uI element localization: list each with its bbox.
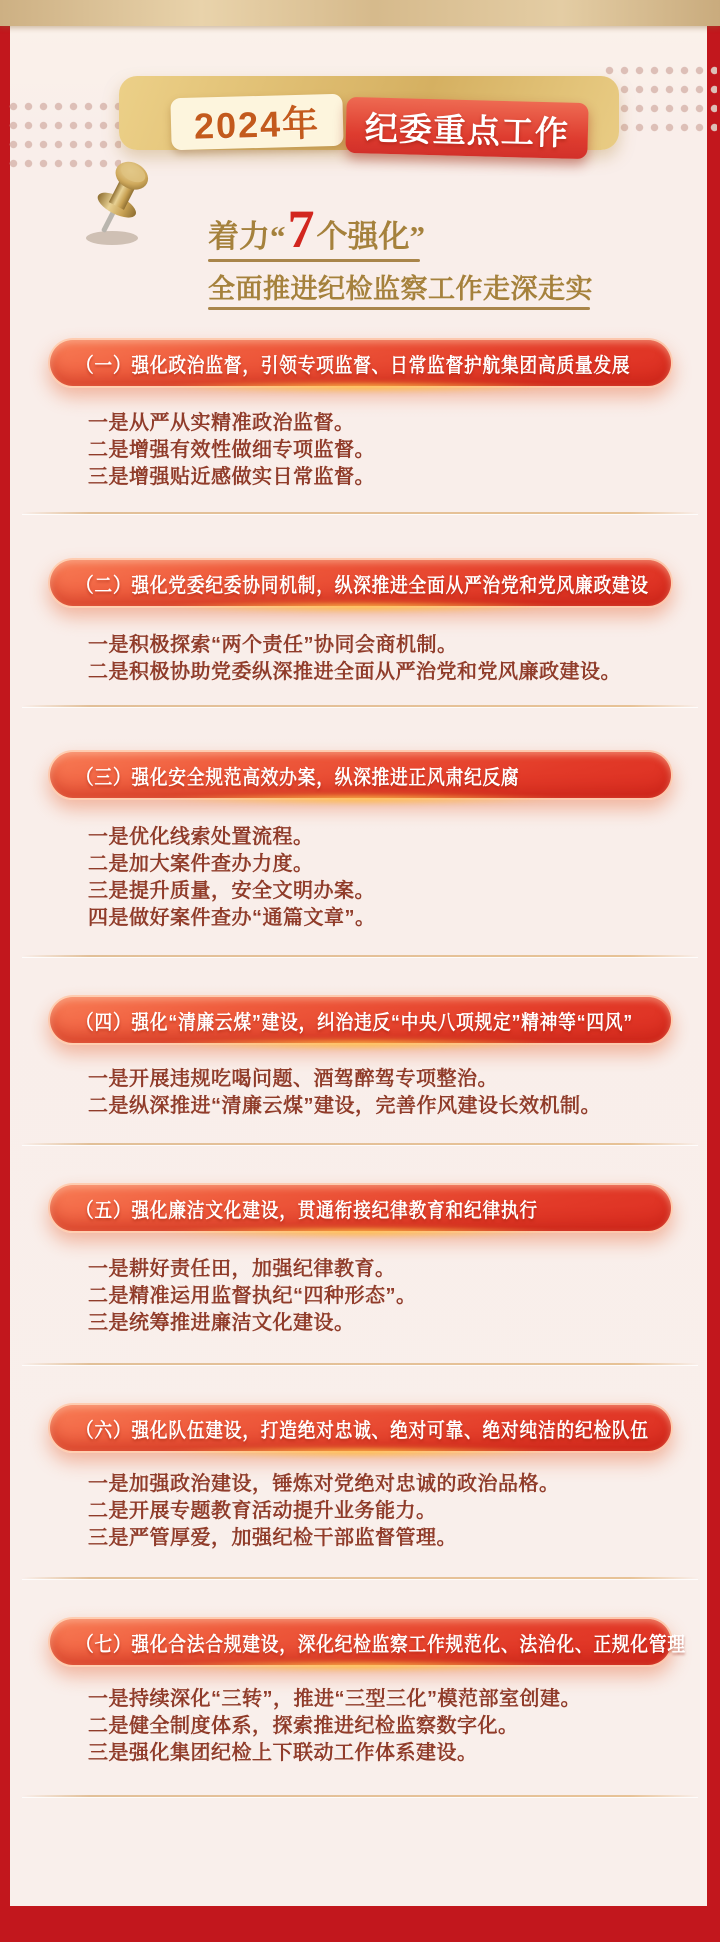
bullet-item: 一是耕好责任田，加强纪律教育。 <box>88 1258 396 1280</box>
section-banner <box>48 558 673 608</box>
section-title: （三）强化安全规范高效办案，纵深推进正风肃纪反腐 <box>76 766 520 789</box>
intro-line1-suffix: 个强化” <box>316 219 425 254</box>
bullet-list <box>88 1066 673 1120</box>
bullet-item: 二是健全制度体系，探索推进纪检监察数字化。 <box>88 1715 519 1737</box>
top-band <box>0 0 720 26</box>
bullet-item: 一是持续深化“三转”，推进“三型三化”模范部室创建。 <box>88 1688 581 1710</box>
year-badge-label: 2024年 <box>193 101 321 147</box>
section-title: （二）强化党委纪委协同机制，纵深推进全面从严治党和党风廉政建设 <box>76 574 649 597</box>
title-badge <box>345 97 588 159</box>
section-banner <box>48 995 673 1045</box>
section-title: （六）强化队伍建设，打造绝对忠诚、绝对可靠、绝对纯洁的纪检队伍 <box>76 1419 649 1442</box>
section-title: （五）强化廉洁文化建设，贯通衔接纪律教育和纪律执行 <box>76 1199 538 1222</box>
year-badge <box>170 94 343 150</box>
bullet-list <box>88 410 673 491</box>
section-divider <box>22 1363 698 1365</box>
section-banner <box>48 1617 686 1667</box>
bullet-item: 三是严管厚爱，加强纪检干部监督管理。 <box>88 1527 457 1549</box>
section-title: （七）强化合法合规建设，深化纪检监察工作规范化、法治化、正规化管理 <box>76 1633 686 1656</box>
section-title: （一）强化政治监督，引领专项监督、日常监督护航集团高质量发展 <box>76 354 631 377</box>
bullet-list <box>88 1471 673 1552</box>
intro-underline-2 <box>208 307 590 310</box>
section-divider <box>22 1143 698 1145</box>
bullet-item: 二是积极协助党委纵深推进全面从严治党和党风廉政建设。 <box>88 661 621 683</box>
bullet-item: 一是加强政治建设，锤炼对党绝对忠诚的政治品格。 <box>88 1473 560 1495</box>
intro-line-1 <box>208 200 425 260</box>
bullet-list <box>88 1686 673 1767</box>
intro-line1-prefix: 着力“ <box>208 219 286 254</box>
intro-number: 7 <box>287 199 315 259</box>
intro-line-2: 全面推进纪检监察工作走深走实 <box>208 274 593 304</box>
bullet-list <box>88 824 673 932</box>
section-divider <box>22 1795 698 1797</box>
section-banner <box>48 750 673 800</box>
bullet-item: 三是统筹推进廉洁文化建设。 <box>88 1312 355 1334</box>
section-banner <box>48 338 673 388</box>
bullet-item: 一是从严从实精准政治监督。 <box>88 412 355 434</box>
section-divider <box>22 512 698 514</box>
bullet-item: 一是开展违规吃喝问题、酒驾醉驾专项整治。 <box>88 1068 498 1090</box>
title-badge-label: 纪委重点工作 <box>364 108 570 152</box>
bullet-list <box>88 632 673 686</box>
section-banner <box>48 1403 673 1453</box>
bullet-list <box>88 1256 673 1337</box>
intro-underline-1 <box>208 259 420 262</box>
bullet-item: 二是纵深推进“清廉云煤”建设，完善作风建设长效机制。 <box>88 1095 601 1117</box>
bullet-item: 三是增强贴近感做实日常监督。 <box>88 466 375 488</box>
pushpin-icon <box>78 152 162 248</box>
bullet-item: 二是加大案件查办力度。 <box>88 853 314 875</box>
section-divider <box>22 1577 698 1579</box>
bullet-item: 一是积极探索“两个责任”协同会商机制。 <box>88 634 458 656</box>
bullet-item: 二是精准运用监督执纪“四种形态”。 <box>88 1285 417 1307</box>
bullet-item: 三是提升质量，安全文明办案。 <box>88 880 375 902</box>
section-title: （四）强化“清廉云煤”建设，纠治违反“中央八项规定”精神等“四风” <box>76 1011 634 1034</box>
section-divider <box>22 955 698 957</box>
section-banner <box>48 1183 673 1233</box>
section-divider <box>22 705 698 707</box>
bullet-item: 一是优化线索处置流程。 <box>88 826 314 848</box>
bullet-item: 二是开展专题教育活动提升业务能力。 <box>88 1500 437 1522</box>
bullet-item: 四是做好案件查办“通篇文章”。 <box>88 907 376 929</box>
bullet-item: 三是强化集团纪检上下联动工作体系建设。 <box>88 1742 478 1764</box>
bullet-item: 二是增强有效性做细专项监督。 <box>88 439 375 461</box>
